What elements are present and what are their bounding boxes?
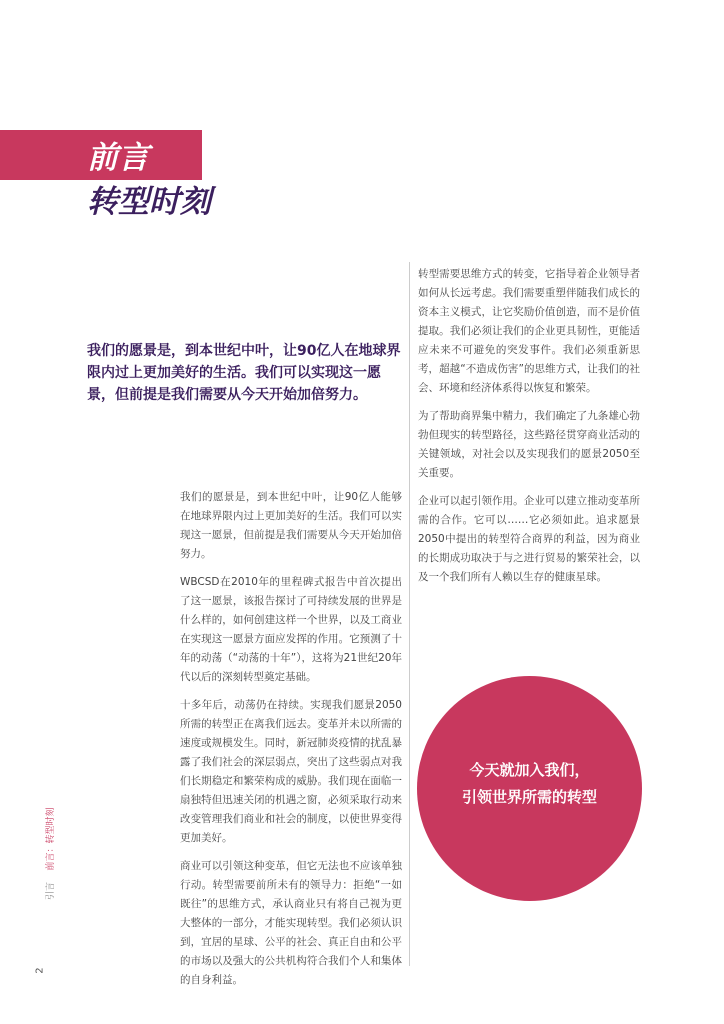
column-divider xyxy=(409,262,410,966)
callout-circle xyxy=(417,676,642,901)
paragraph: 我们的愿景是，到本世纪中叶，让90亿人能够在地球界限内过上更加美好的生活。我们可以实现这一愿景，但前提是我们需要从今天开始加倍努力。 xyxy=(180,491,402,560)
callout-line-2: 引领世界所需的转型 xyxy=(461,787,597,806)
lead-statement: 我们的愿景是，到本世纪中叶，让90亿人在地球界限内过上更加美好的生活。我们可以实现这一愿景，但前提是我们需要从今天开始加倍努力。 xyxy=(87,343,401,403)
paragraph: 转型需要思维方式的转变，它指导着企业领导者如何从长远考虑。我们需要重塑伴随我们成长的资本主义模式，让它奖励价值创造，而不是价值提取。我们必须让我们的企业更具韧性，更能适应未来不可避免的突发事件。我们必须重新思考，超越“不造成伤害”的思维方式，让我们的社会、环境和经济体系得以恢复和繁荣。 xyxy=(418,268,640,394)
paragraph: 为了帮助商界集中精力，我们确定了九条雄心勃勃但现实的转型路径，这些路径贯穿商业活动的关键领域，对社会以及实现我们的愿景2050至关重要。 xyxy=(418,410,640,479)
footer-section: 引言 xyxy=(46,881,56,900)
footer-subsection: 前言：转型时刻 xyxy=(46,807,56,871)
paragraph: WBCSD在2010年的里程碑式报告中首次提出了这一愿景，该报告探讨了可持续发展的世界是什么样的，如何创建这样一个世界，以及工商业在实现这一愿景方面应发挥的作用。它预测了十年的动荡（“动荡的十年”），这将为21世纪20年代以后的深刻转型奠定基础。 xyxy=(180,576,402,683)
paragraph: 十多年后，动荡仍在持续。实现我们愿景2050所需的转型正在离我们远去。变革并未以所需的速度或规模发生。同时，新冠肺炎疫情的扰乱暴露了我们社会的深层弱点，突出了这些弱点对我们长期稳定和繁荣构成的威胁。我们现在面临一扇独特但迅速关闭的机遇之窗，必须采取行动来改变管理我们商业和社会的制度，以使世界变得更加美好。 xyxy=(180,699,402,844)
right-text-column xyxy=(418,265,640,596)
callout-line-1: 今天就加入我们， xyxy=(469,760,590,779)
callout-text xyxy=(462,757,597,811)
paragraph: 商业可以引领这种变革，但它无法也不应该单独行动。转型需要前所未有的领导力：拒绝“一如既往”的思维方式，承认商业只有将自己视为更大整体的一部分，才能实现转型。我们必须认识到，宜居的星球、公平的社会、真正自由和公平的市场以及强大的公共机构符合我们个人和集体的自身利益。 xyxy=(180,860,402,986)
section-title: 前言 xyxy=(87,140,149,176)
page-title: 转型时刻 xyxy=(87,184,211,220)
paragraph: 企业可以起引领作用。企业可以建立推动变革所需的合作。它可以……它必须如此。追求愿景2050中提出的转型符合商界的利益，因为商业的长期成功取决于与之进行贸易的繁荣社会，以及一个我们所有人赖以生存的健康星球。 xyxy=(418,495,640,583)
running-footer xyxy=(43,807,56,900)
left-text-column xyxy=(180,488,402,999)
page-number: 2 xyxy=(34,967,46,974)
